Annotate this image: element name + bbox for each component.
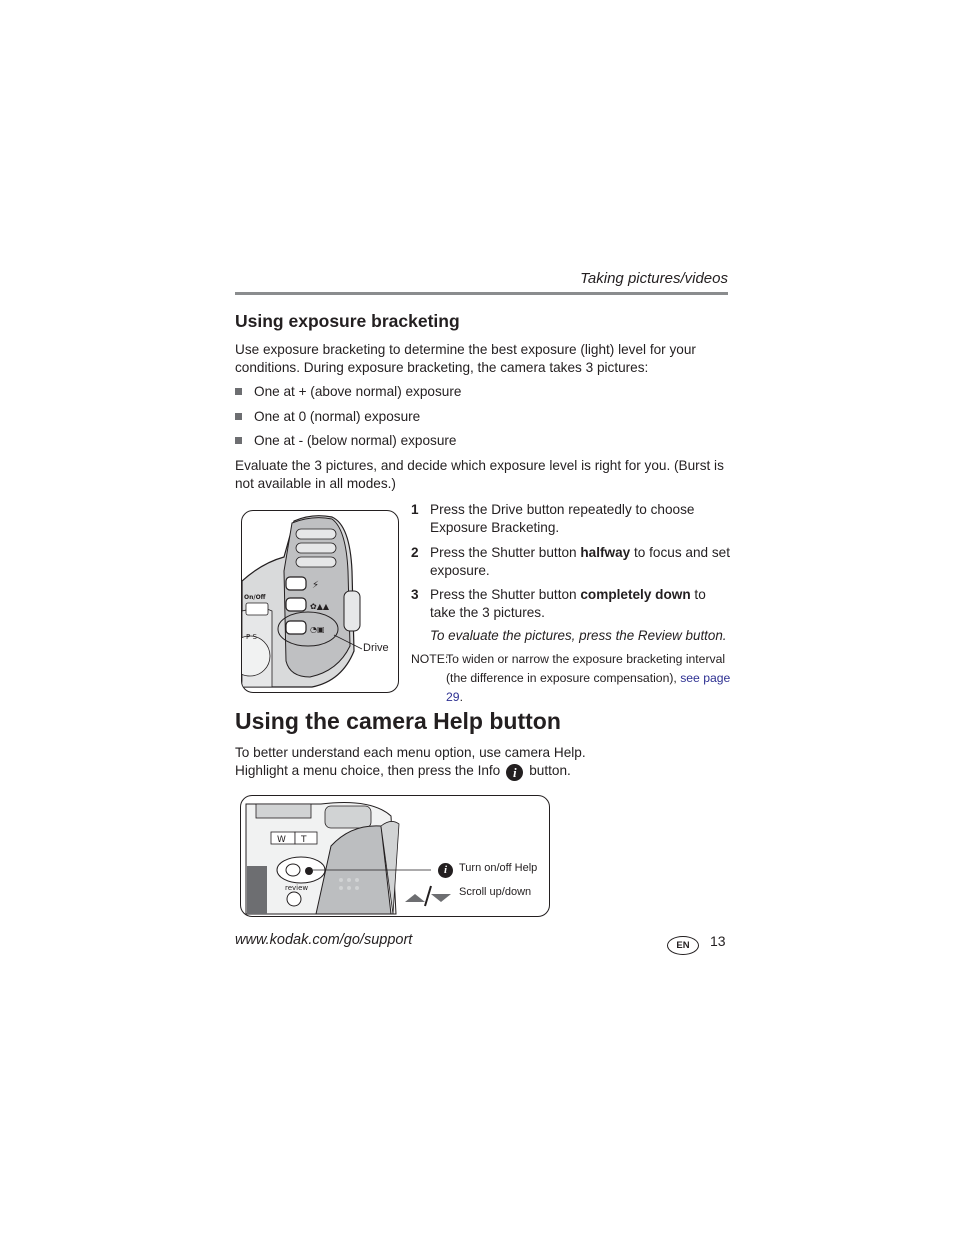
drive-button-illustration bbox=[241, 510, 399, 693]
step-item: 2 Press the Shutter button halfway to focus and set exposure. bbox=[411, 545, 730, 578]
svg-text:⚡: ⚡ bbox=[312, 580, 320, 591]
camera-back-illustration bbox=[241, 796, 549, 916]
bullet-item: One at 0 (normal) exposure bbox=[235, 408, 420, 426]
see-page-link[interactable]: see page 29 bbox=[446, 671, 731, 704]
section-heading-help: Using the camera Help button bbox=[235, 708, 561, 734]
camera-top-illustration bbox=[242, 511, 398, 692]
page-number: 13 bbox=[710, 933, 726, 949]
svg-text:T: T bbox=[301, 835, 307, 845]
note: NOTE: To widen or narrow the exposure bracketing interval (the difference in exposure compensation), see page 29. bbox=[411, 652, 731, 704]
svg-text:review: review bbox=[285, 884, 309, 892]
bullet-square-icon bbox=[235, 413, 242, 420]
onoff-label: On/Off bbox=[244, 594, 266, 601]
drive-callout: Drive bbox=[363, 642, 389, 654]
info-icon: i bbox=[438, 863, 453, 878]
info-icon: i bbox=[506, 764, 523, 781]
help-line-2: Highlight a menu choice, then press the Info i button. bbox=[235, 763, 571, 780]
footer-url: www.kodak.com/go/support bbox=[235, 932, 413, 948]
svg-text:◔▣: ◔▣ bbox=[310, 625, 325, 634]
scroll-callout: Scroll up/down bbox=[459, 886, 532, 898]
turn-help-callout: Turn on/off Help bbox=[459, 862, 538, 874]
step-item: 3 Press the Shutter button completely down to take the 3 pictures. bbox=[411, 587, 706, 620]
help-line-1: To better understand each menu option, use camera Help. bbox=[235, 745, 586, 760]
help-button-illustration bbox=[240, 795, 550, 917]
scroll-arrows-icon bbox=[403, 884, 453, 908]
section-heading-bracketing: Using exposure bracketing bbox=[235, 311, 460, 331]
step-result: To evaluate the pictures, press the Review button. bbox=[430, 628, 727, 643]
bullet-item: One at - (below normal) exposure bbox=[235, 432, 457, 450]
header-rule bbox=[235, 292, 728, 295]
bracketing-evaluate: Evaluate the 3 pictures, and decide which exposure level is right for you. (Burst is not available in all modes.) bbox=[235, 458, 724, 491]
svg-text:✿▲▲: ✿▲▲ bbox=[310, 602, 330, 611]
svg-text:P S: P S bbox=[246, 633, 257, 641]
bullet-square-icon bbox=[235, 388, 242, 395]
language-badge: EN bbox=[667, 936, 699, 955]
step-item: 1 Press the Drive button repeatedly to choose Exposure Bracketing. bbox=[411, 502, 695, 535]
running-header: Taking pictures/videos bbox=[580, 270, 728, 287]
bracketing-intro: Use exposure bracketing to determine the best exposure (light) level for your conditions. During exposure bracketing, the camera takes 3 pictures: bbox=[235, 342, 696, 375]
bullet-item: One at + (above normal) exposure bbox=[235, 383, 461, 401]
bullet-square-icon bbox=[235, 437, 242, 444]
svg-text:W: W bbox=[277, 835, 286, 845]
